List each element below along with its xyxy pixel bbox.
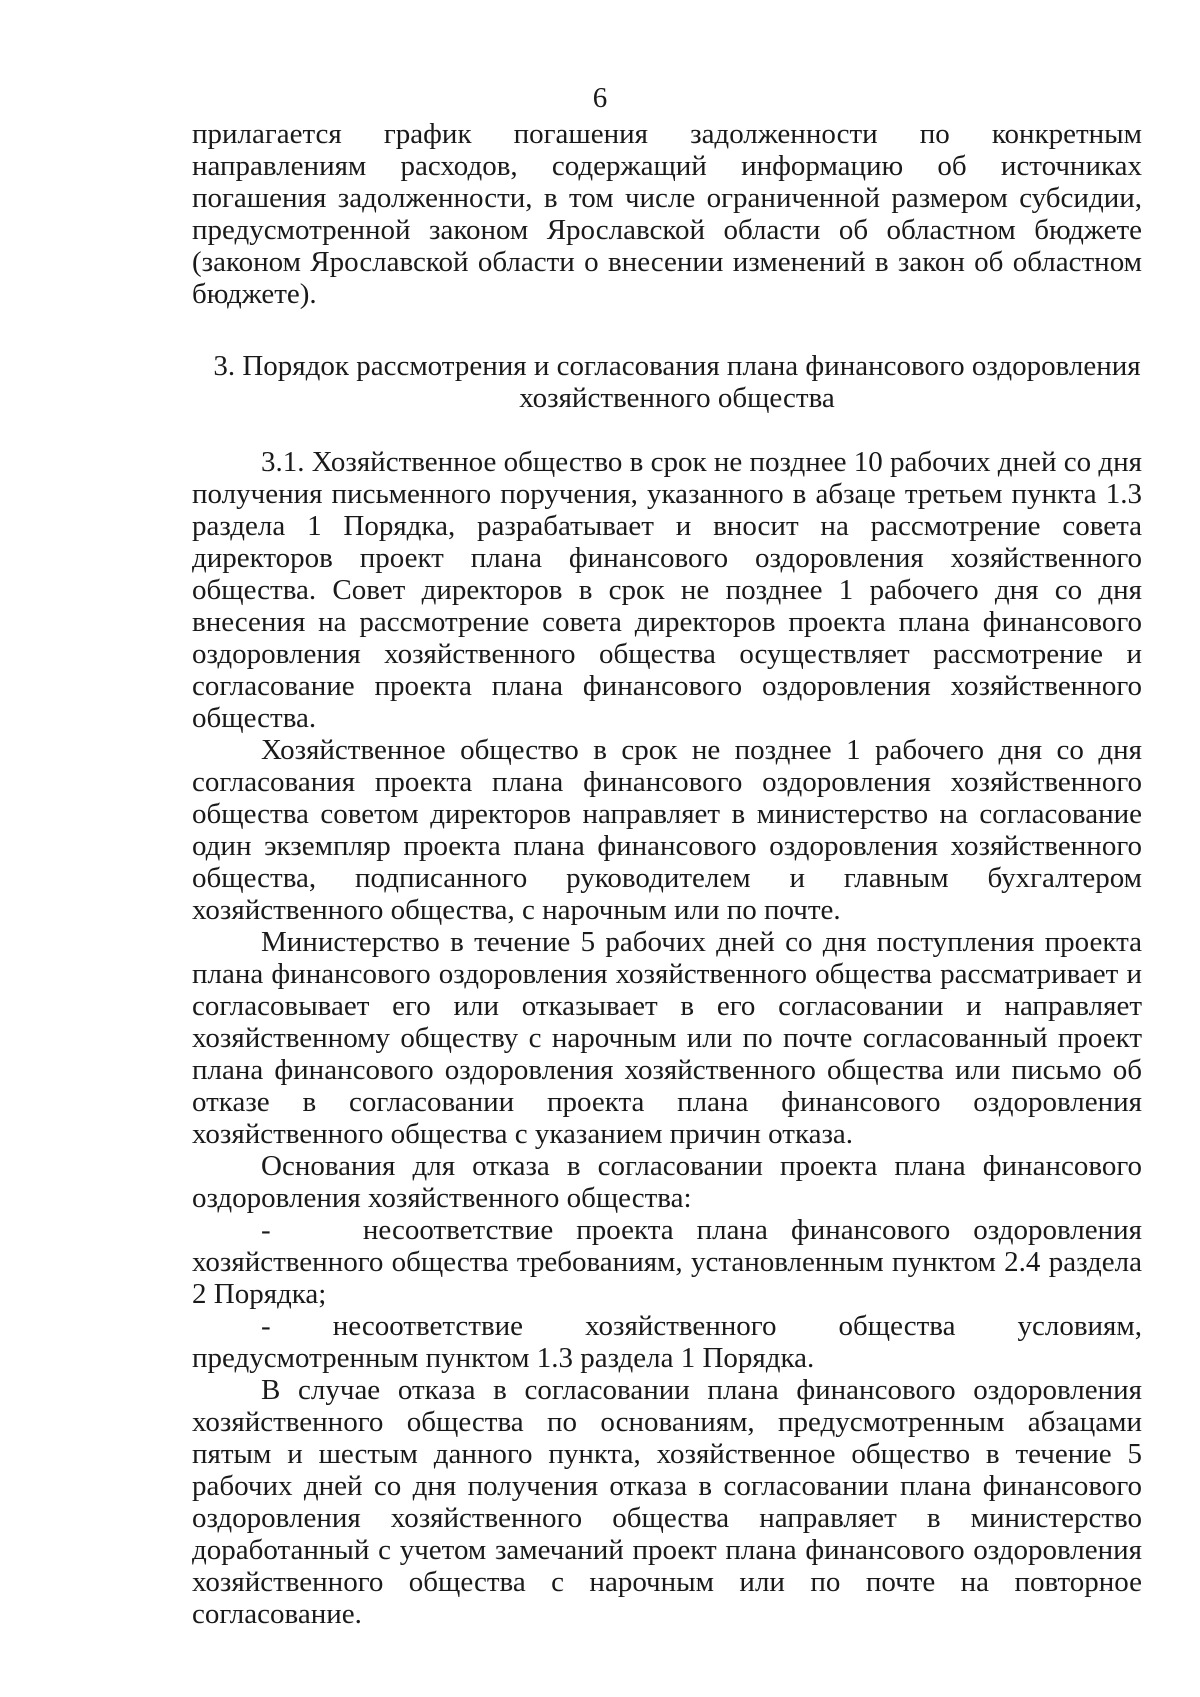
paragraph-resubmission: В случае отказа в согласовании плана финансового оздоровления хозяйственного общества по основаниям, предусмотренным абзацами пятым и шестым данного пункта, хозяйственное общество в течение 5 рабочих дней со дня получения отказа в согласовании плана финансового оздоровления хозяйственного общества направляет в министерство доработанный с учетом замечаний проект плана финансового оздоровления хозяйственного общества с нарочным или по почте на повторное согласование. <box>192 1374 1142 1630</box>
intro-paragraph: прилагается график погашения задолженности по конкретным направлениям расходов, содержащий информацию об источниках погашения задолженности, в том числе ограниченной размером субсидии, предусмотренной законом Ярославской области об областном бюджете (законом Ярославской области о внесении изменений в закон об областном бюджете). <box>192 118 1142 310</box>
list-item-ground-1: - несоответствие проекта плана финансового оздоровления хозяйственного общества требованиям, установленным пунктом 2.4 раздела 2 Порядка; <box>192 1214 1142 1310</box>
paragraph-refusal-grounds: Основания для отказа в согласовании проекта плана финансового оздоровления хозяйственного общества: <box>192 1150 1142 1214</box>
list-item-ground-2: - несоответствие хозяйственного общества условиям, предусмотренным пунктом 1.3 раздела 1 Порядка. <box>192 1310 1142 1374</box>
document-body <box>192 118 1142 1630</box>
paragraph-submission: Хозяйственное общество в срок не позднее 1 рабочего дня со дня согласования проекта плана финансового оздоровления хозяйственного общества советом директоров направляет в министерство на согласование один экземпляр проекта плана финансового оздоровления хозяйственного общества, подписанного руководителем и главным бухгалтером хозяйственного общества, с нарочным или по почте. <box>192 734 1142 926</box>
section-heading-line-1: 3. Порядок рассмотрения и согласования плана финансового оздоровления <box>213 350 1141 382</box>
paragraph-ministry-review: Министерство в течение 5 рабочих дней со дня поступления проекта плана финансового оздоровления хозяйственного общества рассматривает и согласовывает его или отказывает в его согласовании и направляет хозяйственному обществу с нарочным или по почте согласованный проект плана финансового оздоровления хозяйственного общества или письмо об отказе в согласовании проекта плана финансового оздоровления хозяйственного общества с указанием причин отказа. <box>192 926 1142 1150</box>
section-heading <box>192 350 1142 414</box>
page-number: 6 <box>592 82 608 114</box>
section-heading-line-2: хозяйственного общества <box>519 382 835 414</box>
paragraph-3-1: 3.1. Хозяйственное общество в срок не позднее 10 рабочих дней со дня получения письменного поручения, указанного в абзаце третьем пункта 1.3 раздела 1 Порядка, разрабатывает и вносит на рассмотрение совета директоров проект плана финансового оздоровления хозяйственного общества. Совет директоров в срок не позднее 1 рабочего дня со дня внесения на рассмотрение совета директоров проекта плана финансового оздоровления хозяйственного общества осуществляет рассмотрение и согласование проекта плана финансового оздоровления хозяйственного общества. <box>192 446 1142 734</box>
